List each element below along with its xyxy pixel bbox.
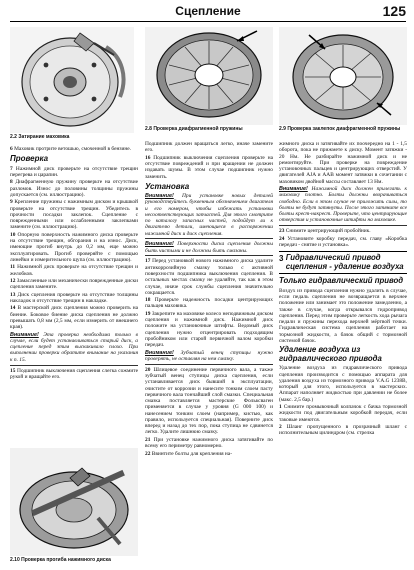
figure-caption-flywheel: 2.2 Затирание маховика [10,134,70,140]
figure-diaphragm-spring [145,27,273,125]
text-column-3 [279,141,407,437]
paragraph-11 [10,264,138,277]
paragraph-13 [10,292,138,305]
spring-rivets-illustration [279,27,407,125]
attention-label: Внимание! [145,241,174,248]
pressure-plate-warp-illustration [10,448,138,556]
paragraph-number: 23 [279,228,285,235]
attention-note [145,193,273,239]
attention-text: При установке новых деталей руководствуйтесь буквенным обозначением двигателя и его номером, чтобы избежать установки несоответствующих запчастей. Для этого смотрите по каталогу запасных частей, подойдут ли к двигателю детали, имеющиеся в распоряжении нажимной диск и диск сцепления. [145,193,273,237]
attention-note [279,186,407,226]
paragraph-bleeding: Удаление воздуха из гидравлического привода сцепления производится с помощью аппарата для удаления воздуха из тормозного привода V.A.G 1238B, который для этого, используется в мастерских. Аппарат наполняет жидкостью при давлении не более (макс. 2,5 бар.) [279,365,407,403]
attention-text: Поверхности диска сцепления должны быть чистыми и не должны быть смазаны. [145,241,273,254]
paragraph-text: Подшипник выключения сцепления слегка сожмите рукой и вращайте его. [10,367,138,380]
figure-spring-rivets [279,27,407,125]
page-number: 125 [382,3,406,19]
attention-text: Зубчатый венец ступицы нужно проверять, не оставляя на нем смазку. [145,349,273,362]
list-item-text: Шланг пропущенного в прозрачный шланг с исполнительным цилиндром (см. стрелка [279,423,407,437]
paragraph-15 [10,368,138,381]
paragraph-hydraulic: Воздух из привода сцепления нужно удалить в случае, если педаль сцепления не возвращается в верхнее положение или занимает это положение замедленно, а также в случае, когда открывался гидропривод сцепления. Перед этим проверьте легкость хода рычага педали и пружины перехода верхней мёртвой точки. Гидравлическая система сцепления работает на тормозной жидкости, а бачок общий с тормозной системой бачок. [279,287,407,344]
paragraph-text: При установке нажимного диска затягивайте по всему его периметру равномерно. [145,436,273,450]
figure-caption-spring-rivets: 2.9 Проверка заклепок диафрагменной пружины [279,126,401,132]
paragraph-text: Ввинтите болты для крепления на- [151,450,232,457]
paragraph-19 [145,311,273,349]
paragraph-intro: жимного диска и затягивайте их поочередно на 1 - 1,5 оборота, пока не прижмете к диску. Момент затяжки - 20 Нм. Не разбирайте нажимной диск и не ремонтируйте. При проверке на повреждение установочных пальцев и центрирующих отверстий. У двигателей AJA и AAB момент затяжки в сочетании с маховиком двойной массы составляет 13 Нм. [279,141,407,185]
attention-text: Эта проверка необходима только в случае, если будет устанавливаться старый диск, а сцепление перед этим выскакивало плохо. При выполнении проверки обратите внимание на указания к п. 15. [10,331,138,363]
paragraph-7 [10,166,138,179]
paragraph-number: 6 [10,146,13,152]
paragraph-number: 15 [10,367,16,374]
paragraph-number: 9 [10,199,13,206]
text-column-1 [10,146,138,381]
paragraph-number: 24 [279,235,285,242]
paragraph-text: Замасленные или механически поврежденные диски сцепления замените. [10,277,138,291]
paragraph-number: 10 [10,231,16,238]
paragraph-6 [10,146,138,152]
paragraph-text: Нажимной диск проверьте на отсутствие трещин перегрева и царапин. [10,165,138,178]
attention-label: Внимание! [145,193,174,200]
paragraph-number: 20 [145,366,151,373]
paragraph-9 [10,199,138,230]
list-item-text: Снимите промывочный колпачок с бачка тормозной жидкости под двигательным коробкой передач, если таковые имеются. [279,404,407,423]
paragraph-text: Установите коробку передач, см. главу «Коробка передач - снятие и установка». [279,235,407,248]
paragraph-number: 8 [10,179,13,186]
figure-caption-diaphragm-spring: 2.8 Проверка диафрагменной пружины [145,126,243,132]
paragraph-8 [10,179,138,198]
paragraph-number: 19 [145,310,151,317]
paragraph-text: В мастерской диск сцепления можно проверить на биение. Боковое биение диска сцепления не должно превышать 0,8 мм (2,5 мм, если измерить от внешнего края). [10,305,138,331]
paragraph-number: 16 [145,154,151,161]
list-item-number: 1 [279,404,282,411]
paragraph-text: Снимите центрирующий пробойник. [285,228,371,235]
paragraph-10 [10,232,138,263]
paragraph-text: Подшипник выключения сцепления проверьте на отсутствие повреждений и при вращении не должен издавать шумы. В этом случае подшипник нужно заменить. [145,154,273,180]
paragraph-20 [145,367,273,436]
attention-note [145,241,273,256]
paragraph-number: 7 [10,165,13,172]
paragraph-text: Перед установкой нового нажимного диска удалите антикоррозийную смазку только с активной поверхности подшипника выключения сцепления. В остальных местах смазку не удаляйте, так как в этом случае, иначе срок службы сцепления значительно сокращается. [145,258,273,296]
heading-check: Проверка [10,154,49,164]
paragraph-24 [279,236,407,249]
section-title: Гидравлический привод сцепления - удаление воздуха [285,253,404,271]
paragraph-intro: Подшипник должен вращаться легко, иначе замените его. [145,141,273,154]
paragraph-text: Диафрагменную пружину проверьте на отсутствие разломов. Износ до половины толщины пружины допускается (см. иллюстрацию). [10,179,138,198]
paragraph-text: Диск сцепления проверьте на отсутствие толщины накладок и отсутствие трещин в накладке. [10,291,138,304]
paragraph-text: Шлицевое соединение первичного вала, а также зубчатый венец ступицы диска сцепления, если устанавливается диск бывший в эксплуатации, очистите от коррозии и нанесите тонким слоем пасту первичного вала тончайший слой смазки. Специальная смазка поставляется мастерские Фольксваген применяется в случае у уровня (G 000 100) и нанесением тонким слоем (например, кистью, как правило, используется специальная). Поверните диск вперед и назад до тех пор, пока ступица не сдвинется легко. Удалите лишнюю смазку. [145,366,273,436]
attention-text: Нажимной диск должен прилегать к маховику плотно. Болты должны вворачиваться свободно. Если в этом случае не приложить силы, то болты не будут затянуты. После этого затяните все болты крест-накрест. Проверьте, что центрирующие отверстия и установочные штифты на маховике. [279,186,407,224]
section-number: 3 [279,254,284,264]
paragraph-number: 22 [145,450,151,457]
paragraph-number: 14 [10,305,16,312]
attention-note [145,350,273,365]
paragraph-23 [279,228,407,234]
list-item [279,424,407,437]
paragraph-text: Закрепите на маховике колесо неподвижным диском сцепления и нажимной диск. Нажимной диск положите на установочные штифты. Ведомый диск сцепления нужно отцентрировать подходящим пробойником или старой первичной валом коробки передач. [145,310,273,349]
figure-flywheel [10,27,134,133]
list-item-number: 2 [279,423,282,430]
paragraph-22 [145,451,273,457]
paragraph-14 [10,305,138,330]
section-title: Сцепление [175,4,241,18]
paragraph-16 [145,155,273,180]
attention-note [10,332,138,366]
figure-pressure-plate-warp [10,448,138,556]
attention-label: Внимание! [10,331,39,338]
paragraph-number: 17 [145,258,151,265]
paragraph-number: 12 [10,277,16,284]
page-header [10,4,406,22]
paragraph-number: 11 [10,264,16,271]
figure-caption-pressure-plate-warp: 2.10 Проверка прогиба нажимного диска [10,557,111,563]
paragraph-number: 13 [10,291,16,298]
heading-install: Установка [145,181,190,191]
attention-label: Внимание! [279,186,308,193]
paragraph-text: Проверьте надежность посадки центрирующих пальцев маховика. [145,297,273,310]
flywheel-illustration [10,27,134,133]
heading-bleeding: Удаление воздуха из гидравлического привода [279,345,382,363]
paragraph-number: 21 [145,436,151,443]
section-header [279,251,407,274]
list-item [279,404,407,423]
paragraph-18 [145,297,273,310]
paragraph-number: 18 [145,297,151,304]
paragraph-text: Крепление пружины с нажимным диском и крышкой проверьте на отсутствие трещин. Убедитесь в прочности посадки заклепок. Сцепление с поврежденными или ослабленными заклепками замените (см. иллюстрацию). [10,199,138,231]
heading-hydraulic-only: Только гидравлический привод [279,276,404,286]
paragraph-text: Нажимной диск проверьте на отсутствие трещин и желобков. [10,264,138,277]
paragraph-21 [145,437,273,450]
paragraph-text: Маховик протрите ветошью, смоченной в бензине. [14,146,131,152]
diaphragm-spring-illustration [145,27,273,125]
text-column-2 [145,141,273,458]
paragraph-12 [10,278,138,291]
attention-label: Внимание! [145,349,174,356]
paragraph-text: Опорную поверхность нажимного диска проверьте на отсутствие трещин, обгорания и на износ. Диск, имеющие прогиб внутрь до 0,2 мм, еще можно эксплуатировать. Прогиб проверяйте с помощью линейки и измерительного щупа (см. иллюстрацию). [10,231,138,263]
paragraph-17 [145,258,273,296]
